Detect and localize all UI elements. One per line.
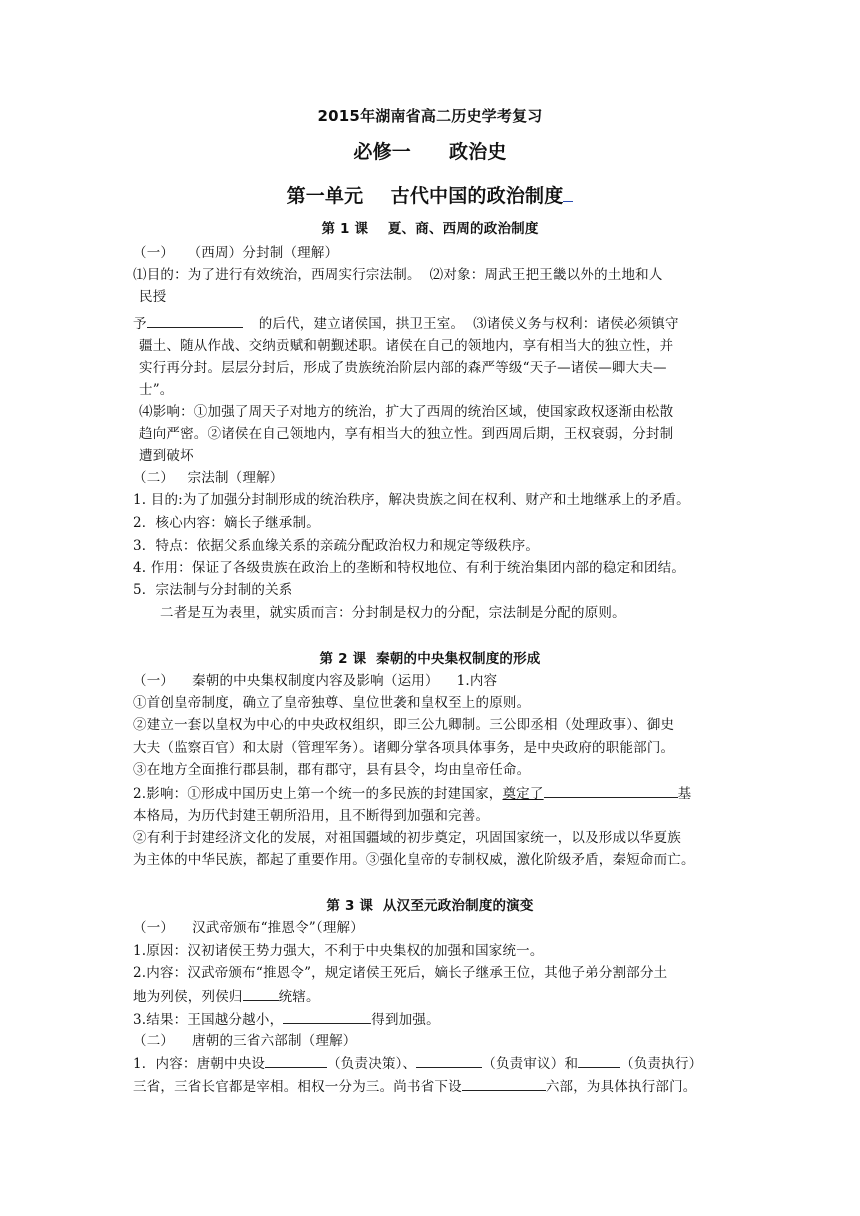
lesson2-line5	[133, 783, 691, 804]
lesson2-line7: ②有利于封建经济文化的发展，对祖国疆域的初步奠定，巩固国家统一，以及形成以华夏族	[133, 830, 681, 846]
lesson3-line4-end: 得到加强。	[371, 1012, 440, 1028]
lesson2-line5-underlined: 奠定了	[502, 786, 544, 802]
lesson3-line3-end: 统辖。	[278, 989, 320, 1005]
lesson3-line3	[133, 986, 320, 1007]
fill-blank[interactable]	[147, 313, 243, 328]
lesson1-title: 第 1 课 夏、商、西周的政治制度	[321, 221, 539, 237]
lesson3-line6-start: 三省，三省长官都是宰相。相权一分为三。尚书省下设	[133, 1079, 462, 1095]
lesson3-line4	[133, 1009, 440, 1030]
lesson2-line6: 本格局，为历代封建王朝所沿用，且不断得到加强和完善。	[133, 808, 490, 824]
lesson1-item2: 2．核心内容：嫡长子继承制。	[133, 515, 320, 531]
fill-blank[interactable]	[578, 1053, 620, 1068]
fill-blank[interactable]	[283, 1009, 371, 1024]
lesson1-item1: 1. 目的:为了加强分封制形成的统治秩序，解决贵族之间在权利、财产和土地继承上的矛盾。	[133, 492, 690, 508]
lesson1-line3-rest: 的后代，建立诸侯国，拱卫王室。 ⑶诸侯义务与权利：诸侯必须镇守	[258, 316, 679, 332]
lesson1-section1-heading: （一） （西周）分封制（理解）	[133, 245, 339, 261]
lesson1-item4: 4. 作用：保证了各级贵族在政治上的垄断和特权地位、有利于统治集团内部的稳定和团结。	[133, 560, 686, 576]
lesson3-line1: 1.原因：汉初诸侯王势力强大，不利于中央集权的加强和国家统一。	[133, 943, 544, 959]
lesson3-line5	[133, 1053, 702, 1074]
lesson3-title: 第 3 课 从汉至元政治制度的演变	[326, 898, 534, 914]
fill-blank[interactable]	[416, 1053, 482, 1068]
lesson1-item6: 二者是互为表里，就实质而言：分封制是权力的分配，宗法制是分配的原则。	[160, 605, 626, 621]
lesson3-line5-b: （负责决策）、	[327, 1056, 417, 1072]
lesson2-line5-end: 基	[677, 786, 692, 802]
lesson2-title: 第 2 课 秦朝的中央集权制度的形成	[319, 651, 541, 667]
lesson2-line1: ①首创皇帝制度，确立了皇帝独尊、皇位世袭和皇权至上的原则。	[133, 695, 531, 711]
lesson1-line4: 疆土、随从作战、交纳贡赋和朝觐述职。诸侯在自己的领地内，享有相当大的独立性，并	[139, 338, 674, 354]
unit-heading	[0, 183, 860, 208]
lesson3-line5-a: 1．内容：唐朝中央设	[133, 1056, 266, 1072]
lesson1-line7: ⑷影响：①加强了周天子对地方的统治，扩大了西周的统治区域，使国家政权逐渐由松散	[139, 404, 674, 420]
lesson2-line3: 大夫（监察百官）和太尉（管理军务）。诸卿分掌各项具体事务，是中央政府的职能部门。	[133, 740, 675, 756]
document-title: 2015年湖南省高二历史学考复习	[317, 107, 543, 125]
lesson3-line6	[133, 1076, 697, 1097]
lesson3-line4-start: 3.结果：王国越分越小，	[133, 1012, 284, 1028]
lesson3-section2-heading: （二） 唐朝的三省六部制（理解）	[133, 1033, 357, 1049]
lesson3-line5-d: （负责执行）	[620, 1056, 703, 1072]
lesson1-line3-start: 予	[133, 316, 147, 332]
lesson1-item5: 5．宗法制与分封制的关系	[133, 582, 293, 598]
cursor-mark	[563, 183, 573, 202]
lesson2-line2: ②建立一套以皇权为中心的中央政权组织，即三公九卿制。三公即丞相（处理政事）、御史	[133, 717, 675, 733]
lesson3-line3-start: 地为列侯，列侯归	[133, 989, 243, 1005]
lesson1-line8: 趋向严密。②诸侯在自己领地内，享有相当大的独立性。到西周后期，王权衰弱，分封制	[139, 426, 674, 442]
lesson2-section1-heading: （一） 秦朝的中央集权制度内容及影响（运用） 1.内容	[133, 673, 498, 689]
lesson2-line5-start: 2.影响：①形成中国历史上第一个统一的多民族的封建国家，	[133, 786, 503, 802]
lesson3-line6-end: 六部，为具体执行部门。	[545, 1079, 697, 1095]
module-title-b: 政治史	[449, 141, 507, 163]
fill-blank[interactable]	[462, 1076, 546, 1091]
fill-blank[interactable]	[544, 783, 678, 798]
lesson1-line3	[133, 313, 679, 334]
fill-blank[interactable]	[243, 986, 279, 1001]
fill-blank[interactable]	[265, 1053, 327, 1068]
lesson1-item3: 3．特点：依据父系血缘关系的亲疏分配政治权力和规定等级秩序。	[133, 538, 540, 554]
lesson1-line2: 民授	[139, 289, 167, 305]
unit-heading-text: 第一单元 古代中国的政治制度	[286, 185, 564, 207]
lesson2-line4: ③在地方全面推行郡县制，郡有郡守，县有县令，均由皇帝任命。	[133, 762, 531, 778]
lesson3-section1-heading: （一） 汉武帝颁布“推恩令”（理解）	[133, 920, 364, 936]
lesson2-line8: 为主体的中华民族，都起了重要作用。③强化皇帝的专制权威，激化阶级矛盾，秦短命而亡。	[133, 852, 695, 868]
lesson1-line9: 遭到破坏	[139, 448, 194, 464]
lesson1-line5: 实行再分封。层层分封后，形成了贵族统治阶层内部的森严等级“天子—诸侯—卿大夫—	[139, 360, 667, 376]
lesson3-line5-c: （负责审议）和	[482, 1056, 579, 1072]
module-title-a: 必修一	[353, 141, 411, 163]
lesson1-line1: ⑴目的：为了进行有效统治，西周实行宗法制。 ⑵对象：周武王把王畿以外的土地和人	[133, 267, 663, 283]
lesson1-line6: 士”。	[139, 382, 174, 398]
lesson1-section2-heading: （二） 宗法制（理解）	[133, 470, 284, 486]
module-title	[0, 140, 860, 164]
lesson3-line2: 2.内容：汉武帝颁布“推恩令”，规定诸侯王死后，嫡长子继承王位，其他子弟分割部分土	[133, 965, 668, 981]
